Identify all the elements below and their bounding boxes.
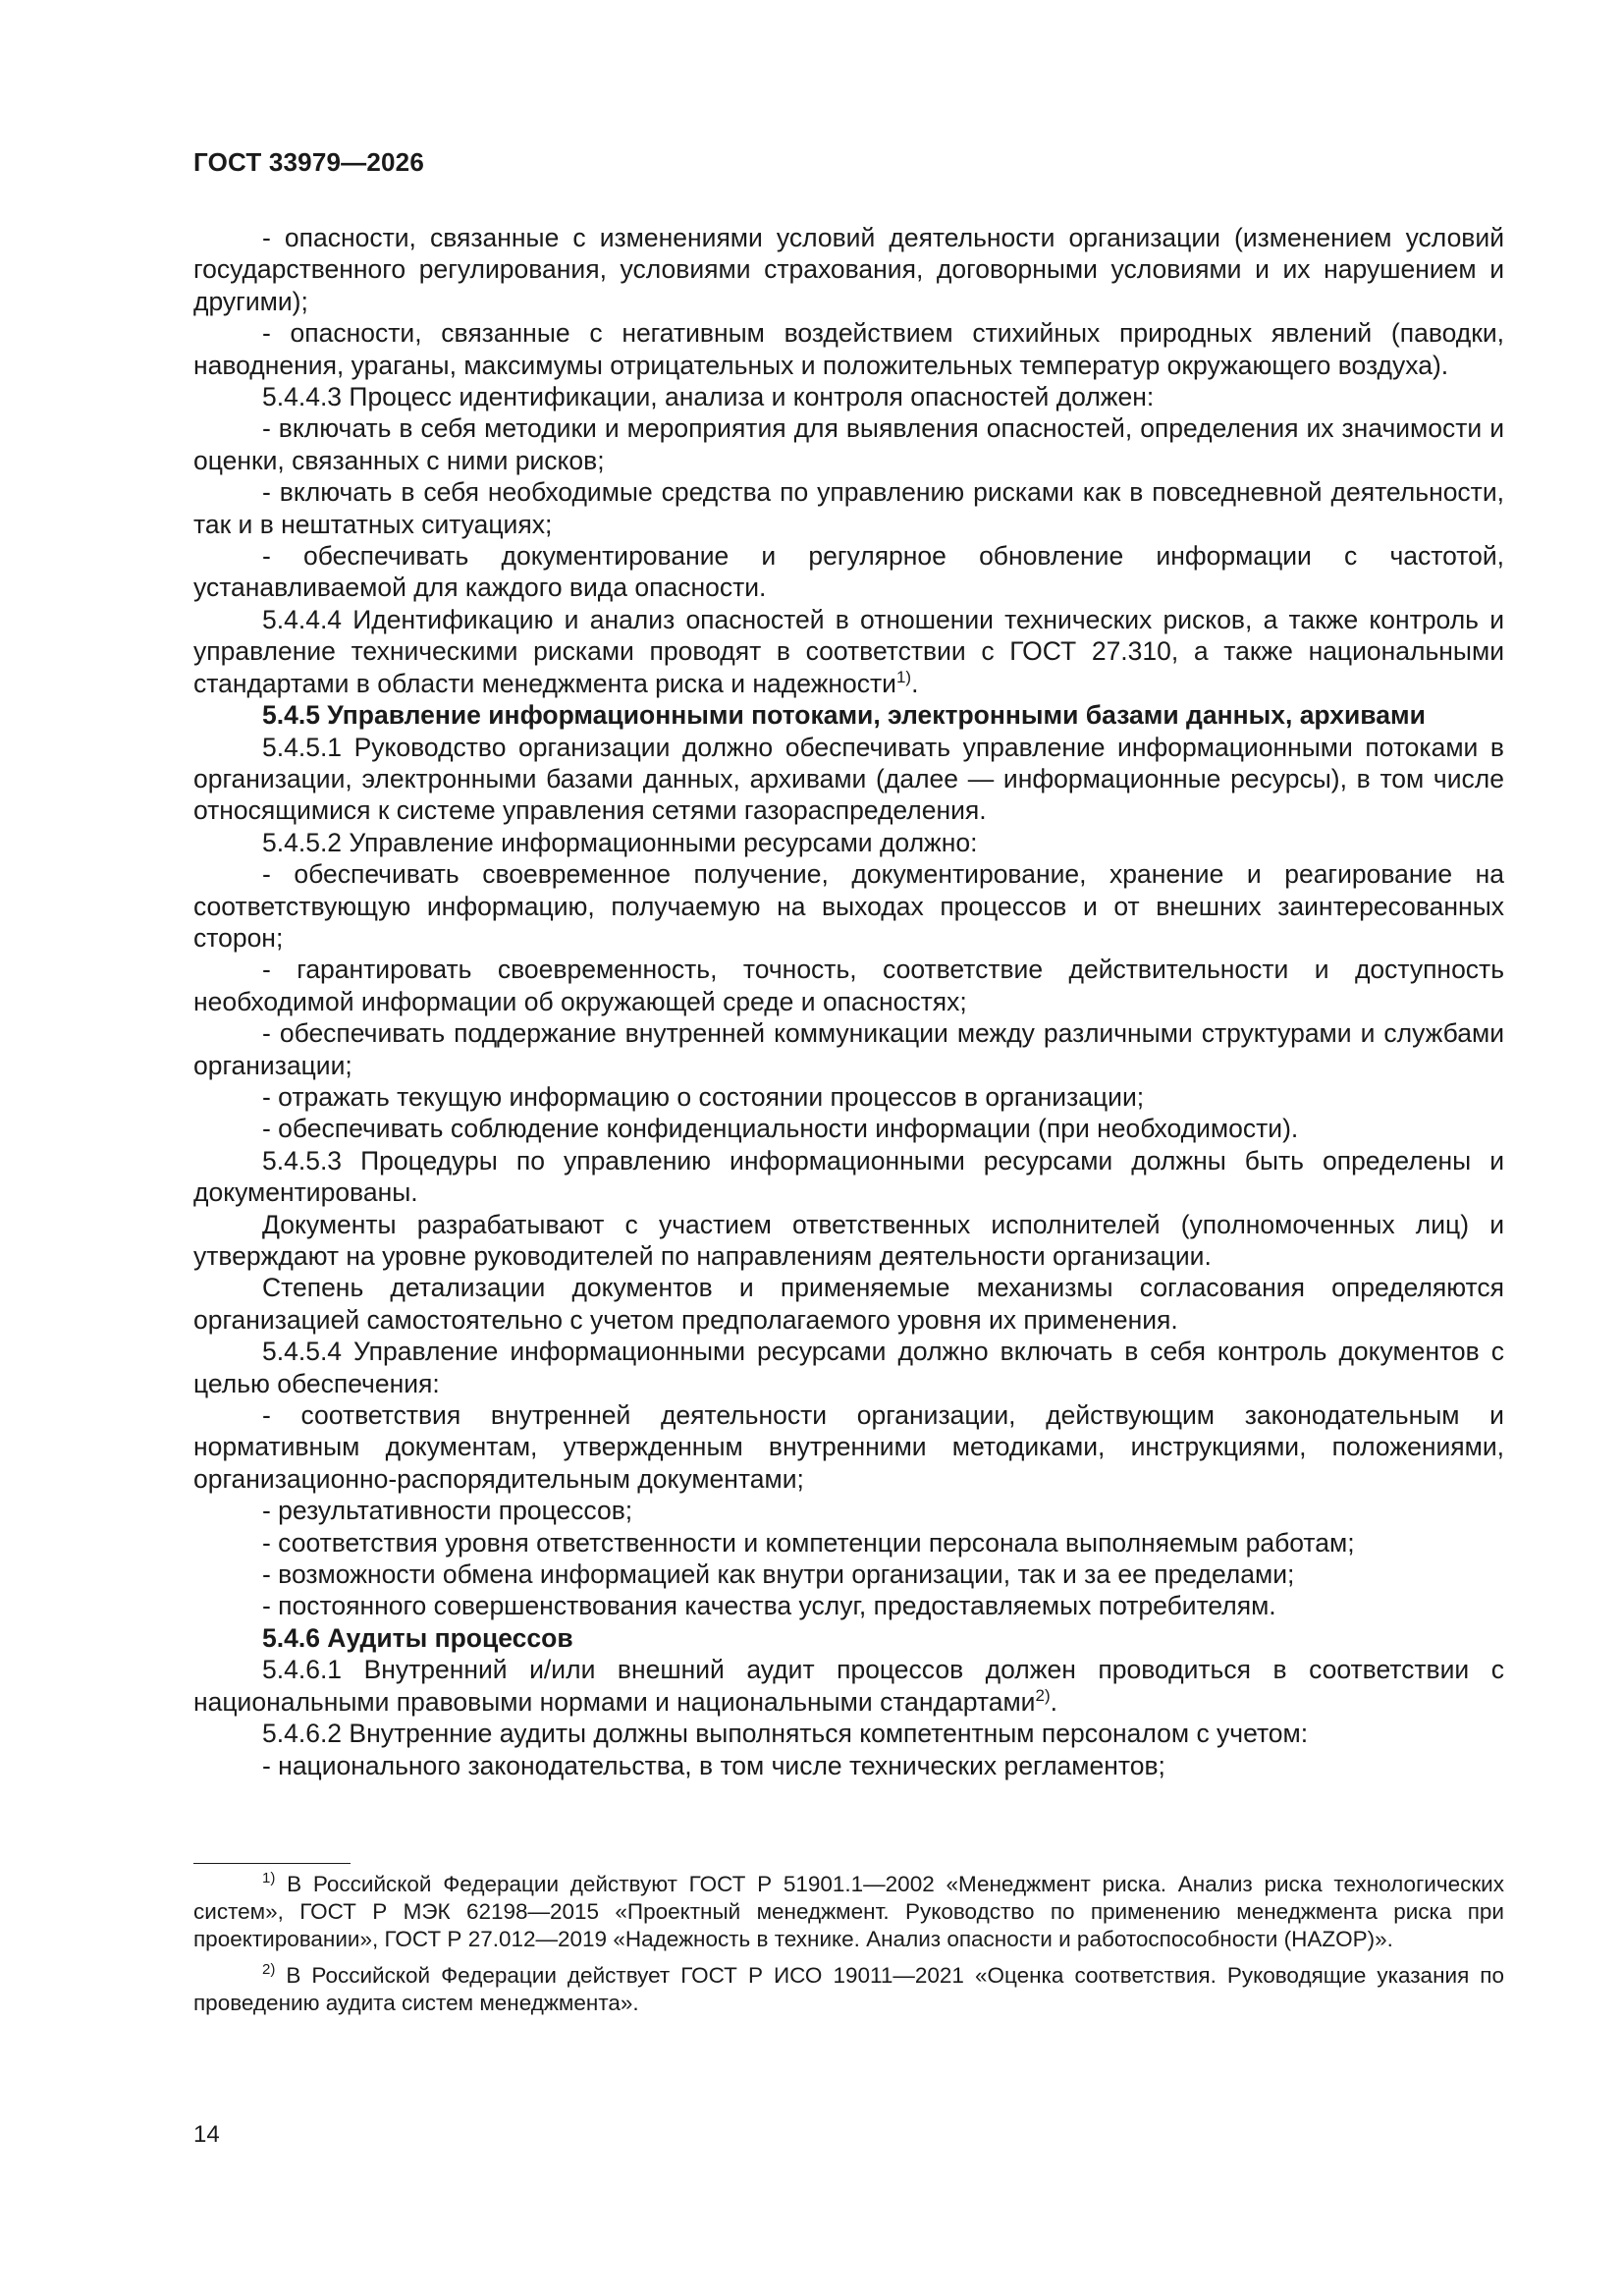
paragraph: 5.4.5.3 Процедуры по управлению информационными ресурсами должны быть определены и документированы. (193, 1145, 1504, 1208)
section-heading: 5.4.5 Управление информационными потоками, электронными базами данных, архивами (262, 700, 1426, 731)
paragraph: 5.4.4.3 Процесс идентификации, анализа и контроля опасностей должен: (262, 382, 1155, 412)
paragraph: - обеспечивать своевременное получение, документирование, хранение и реагирование на соответствующую информацию, получаемую на выходах процессов и от внешних заинтересованных сторон; (193, 859, 1504, 953)
footnote-mark: 2) (262, 1961, 276, 1979)
paragraph: - включать в себя необходимые средства по управлению рисками как в повседневной деятельности, так и в нештатных ситуациях; (193, 477, 1504, 539)
footnotes (193, 1871, 1504, 2017)
footnote: $^{1)}$ В Российской Федерации действуют ГОСТ Р 51901.1—2002 «Менеджмент риска. Анализ риска технологических систем», ГОСТ Р МЭК 62198—2015 «Проектный менеджмент. Руководство по применению менеджмента риска при проектировании», ГОСТ Р 27.012—2019 «Надежность в технике. Анализ опасности и работоспособности (HAZOP)». (193, 1870, 1504, 1951)
paragraph: 5.4.6.1 Внутренний и/или внешний аудит процессов должен проводиться в соответствии с национальными правовыми нормами и национальными стандартами$^{2)}$. (193, 1655, 1504, 1717)
document-header: ГОСТ 33979—2026 (193, 147, 424, 177)
footnote: $^{2)}$ В Российской Федерации действует ГОСТ Р ИСО 19011—2021 «Оценка соответствия. Руководящие указания по проведению аудита систем менеджмента». (193, 1961, 1504, 2016)
paragraph: - обеспечивать документирование и регулярное обновление информации с частотой, устанавливаемой для каждого вида опасности. (193, 541, 1504, 603)
paragraph: - соответствия уровня ответственности и компетенции персонала выполняемым работам; (262, 1527, 1355, 1558)
paragraph: 5.4.5.2 Управление информационными ресурсами должно: (262, 827, 978, 857)
paragraph: - включать в себя методики и мероприятия для выявления опасностей, определения их значимости и оценки, связанных с ними рисков; (193, 413, 1504, 475)
paragraph: - обеспечивать поддержание внутренней коммуникации между различными структурами и службами организации; (193, 1018, 1504, 1080)
paragraph: - опасности, связанные с изменениями условий деятельности организации (изменением условий государственного регулирования, условиями страхования, договорными условиями и их нарушением и другими); (193, 223, 1504, 316)
page-number: 14 (193, 2121, 220, 2148)
paragraph: 5.4.6.2 Внутренние аудиты должны выполняться компетентным персоналом с учетом: (262, 1719, 1309, 1749)
footnote-ref[interactable]: 1) (895, 667, 912, 686)
footnote-mark: 1) (262, 1870, 276, 1886)
footnote-ref[interactable]: 2) (1035, 1685, 1051, 1705)
paragraph: 5.4.5.1 Руководство организации должно обеспечивать управление информационными потоками в организации, электронными базами данных, архивами (далее — информационные ресурсы), в том числе относящимися к системе управления сетями газораспределения. (193, 732, 1504, 826)
paragraph: Документы разрабатывают с участием ответственных исполнителей (уполномоченных лиц) и утверждают на уровне руководителей по направлениям деятельности организации. (193, 1209, 1504, 1271)
paragraph: - возможности обмена информацией как внутри организации, так и за ее пределами; (262, 1559, 1295, 1590)
paragraph: Степень детализации документов и применяемые механизмы согласования определяются организацией самостоятельно с учетом предполагаемого уровня их применения. (193, 1273, 1504, 1335)
paragraph: 5.4.5.4 Управление информационными ресурсами должно включать в себя контроль документов с целью обеспечения: (193, 1337, 1504, 1398)
paragraph: - опасности, связанные с негативным воздействием стихийных природных явлений (паводки, наводнения, ураганы, максимумы отрицательных и положительных температур окружающего воздуха). (193, 318, 1504, 380)
paragraph: - соответствия внутренней деятельности организации, действующим законодательным и нормативным документам, утвержденным внутренними методиками, инструкциями, положениями, организационно-распорядительным документами; (193, 1400, 1504, 1494)
paragraph: - национального законодательства, в том числе технических регламентов; (262, 1750, 1165, 1780)
paragraph: - гарантировать своевременность, точность, соответствие действительности и доступность необходимой информации об окружающей среде и опасностях; (193, 955, 1504, 1016)
paragraph: - результативности процессов; (262, 1496, 633, 1526)
footnote-divider (193, 1863, 351, 1864)
paragraph: - обеспечивать соблюдение конфиденциальности информации (при необходимости). (262, 1114, 1299, 1144)
paragraph: - постоянного совершенствования качества услуг, предоставляемых потребителям. (262, 1591, 1276, 1621)
section-heading: 5.4.6 Аудиты процессов (262, 1622, 573, 1653)
paragraph: - отражать текущую информацию о состоянии процессов в организации; (262, 1081, 1145, 1112)
paragraph: 5.4.4.4 Идентификацию и анализ опасностей в отношении технических рисков, а также контроль и управление техническими рисками проводят в соответствии с ГОСТ 27.310, а также национальными стандартами в области менеджмента риска и надежности$^{1)}$. (193, 604, 1504, 698)
document-body (193, 222, 1504, 1781)
